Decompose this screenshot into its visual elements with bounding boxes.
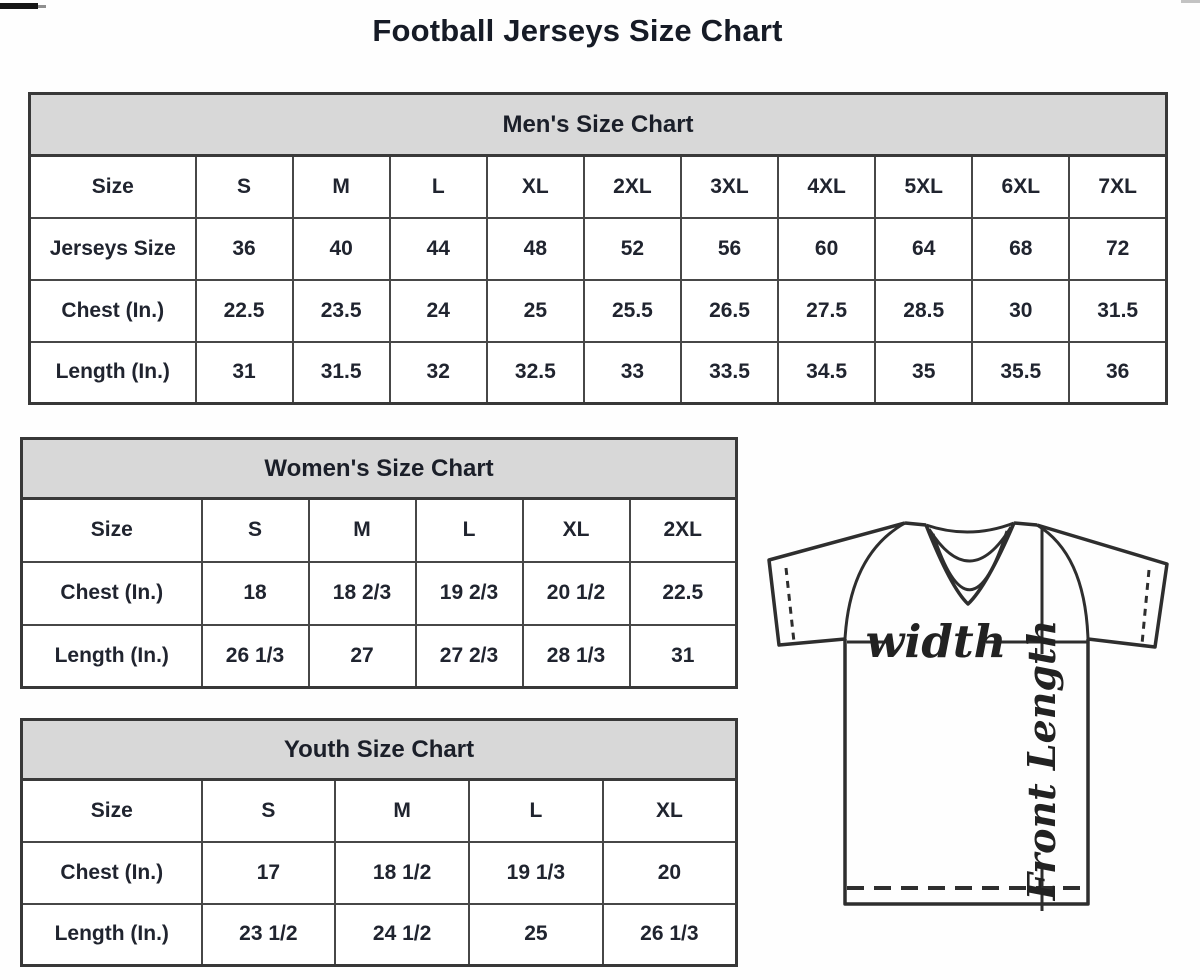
jersey-right-shoulder-line: [1014, 523, 1037, 525]
table-cell: 31: [196, 342, 293, 404]
table-row: [22, 562, 737, 625]
table-title-row: [22, 439, 737, 499]
left-cuff-dashed-line: [786, 568, 794, 642]
table-title: Youth Size Chart: [22, 720, 737, 780]
table-cell: 2XL: [584, 156, 681, 218]
table-cell: 5XL: [875, 156, 972, 218]
table-cell: 28 1/3: [523, 625, 630, 688]
table-cell: 64: [875, 218, 972, 280]
table-cell: XL: [487, 156, 584, 218]
right-cuff-dashed-line: [1142, 570, 1149, 644]
table-cell: L: [390, 156, 487, 218]
jersey-collar-top-arc: [926, 523, 1014, 532]
table-cell: 18 2/3: [309, 562, 416, 625]
womens-size-table: [20, 437, 738, 689]
table-cell: 17: [202, 842, 336, 904]
row-label: Length (In.): [30, 342, 196, 404]
table-cell: 18 1/2: [335, 842, 469, 904]
table-cell: 44: [390, 218, 487, 280]
jersey-measurement-diagram: [755, 492, 1200, 977]
table-cell: S: [202, 780, 336, 842]
table-cell: 23.5: [293, 280, 390, 342]
table-cell: 25: [487, 280, 584, 342]
front-length-label: Front Length: [1019, 619, 1064, 901]
table-cell: S: [196, 156, 293, 218]
table-row: [22, 499, 737, 562]
row-label: Size: [22, 499, 202, 562]
table-cell: L: [416, 499, 523, 562]
table-cell: 26.5: [681, 280, 778, 342]
jersey-vneck-outline: [926, 523, 1014, 604]
table-cell: 24 1/2: [335, 904, 469, 966]
table-cell: M: [335, 780, 469, 842]
table-cell: 68: [972, 218, 1069, 280]
row-label: Length (In.): [22, 904, 202, 966]
crop-artifact-top-right: [1181, 0, 1200, 3]
table-cell: L: [469, 780, 603, 842]
table-cell: 27 2/3: [416, 625, 523, 688]
table-title-row: [30, 94, 1167, 156]
table-row: [30, 342, 1167, 404]
table-cell: 60: [778, 218, 875, 280]
page-title: Football Jerseys Size Chart: [372, 13, 783, 48]
width-label: width: [865, 615, 1007, 668]
table-cell: 28.5: [875, 280, 972, 342]
table-cell: 25: [469, 904, 603, 966]
table-cell: 7XL: [1069, 156, 1166, 218]
table-cell: 6XL: [972, 156, 1069, 218]
table-cell: M: [293, 156, 390, 218]
table-row: [22, 842, 737, 904]
table-cell: 3XL: [681, 156, 778, 218]
table-cell: 40: [293, 218, 390, 280]
row-label: Size: [22, 780, 202, 842]
row-label: Jerseys Size: [30, 218, 196, 280]
table-cell: 36: [196, 218, 293, 280]
table-cell: 52: [584, 218, 681, 280]
table-cell: 27.5: [778, 280, 875, 342]
table-cell: 31: [630, 625, 737, 688]
table-cell: 72: [1069, 218, 1166, 280]
table-cell: 27: [309, 625, 416, 688]
table-cell: 36: [1069, 342, 1166, 404]
table-cell: 48: [487, 218, 584, 280]
table-cell: 30: [972, 280, 1069, 342]
table-cell: 33.5: [681, 342, 778, 404]
table-cell: 22.5: [196, 280, 293, 342]
table-cell: 35: [875, 342, 972, 404]
mens-size-table: [28, 92, 1168, 405]
row-label: Length (In.): [22, 625, 202, 688]
table-cell: 4XL: [778, 156, 875, 218]
table-cell: 33: [584, 342, 681, 404]
table-cell: 56: [681, 218, 778, 280]
jersey-left-shoulder-line: [905, 523, 926, 525]
table-cell: 18: [202, 562, 309, 625]
table-cell: S: [202, 499, 309, 562]
row-label: Chest (In.): [22, 842, 202, 904]
table-cell: 34.5: [778, 342, 875, 404]
table-cell: 31.5: [1069, 280, 1166, 342]
table-cell: 35.5: [972, 342, 1069, 404]
table-row: [30, 156, 1167, 218]
row-label: Chest (In.): [22, 562, 202, 625]
table-row: [22, 904, 737, 966]
table-cell: 20 1/2: [523, 562, 630, 625]
table-cell: 2XL: [630, 499, 737, 562]
table-cell: XL: [523, 499, 630, 562]
crop-artifact-top-left: [0, 3, 38, 9]
row-label: Size: [30, 156, 196, 218]
youth-size-table: [20, 718, 738, 967]
table-row: [22, 625, 737, 688]
table-cell: 22.5: [630, 562, 737, 625]
table-cell: 24: [390, 280, 487, 342]
table-cell: 20: [603, 842, 737, 904]
table-cell: 19 1/3: [469, 842, 603, 904]
table-row: [30, 280, 1167, 342]
crop-artifact-top-left-tail: [38, 5, 46, 8]
table-row: [30, 218, 1167, 280]
table-cell: 32: [390, 342, 487, 404]
table-cell: 19 2/3: [416, 562, 523, 625]
table-cell: 32.5: [487, 342, 584, 404]
table-row: [22, 780, 737, 842]
table-cell: 23 1/2: [202, 904, 336, 966]
table-cell: 31.5: [293, 342, 390, 404]
table-title: Women's Size Chart: [22, 439, 737, 499]
table-cell: 25.5: [584, 280, 681, 342]
table-cell: 26 1/3: [202, 625, 309, 688]
row-label: Chest (In.): [30, 280, 196, 342]
table-cell: XL: [603, 780, 737, 842]
table-title: Men's Size Chart: [30, 94, 1167, 156]
table-title-row: [22, 720, 737, 780]
table-cell: M: [309, 499, 416, 562]
table-cell: 26 1/3: [603, 904, 737, 966]
